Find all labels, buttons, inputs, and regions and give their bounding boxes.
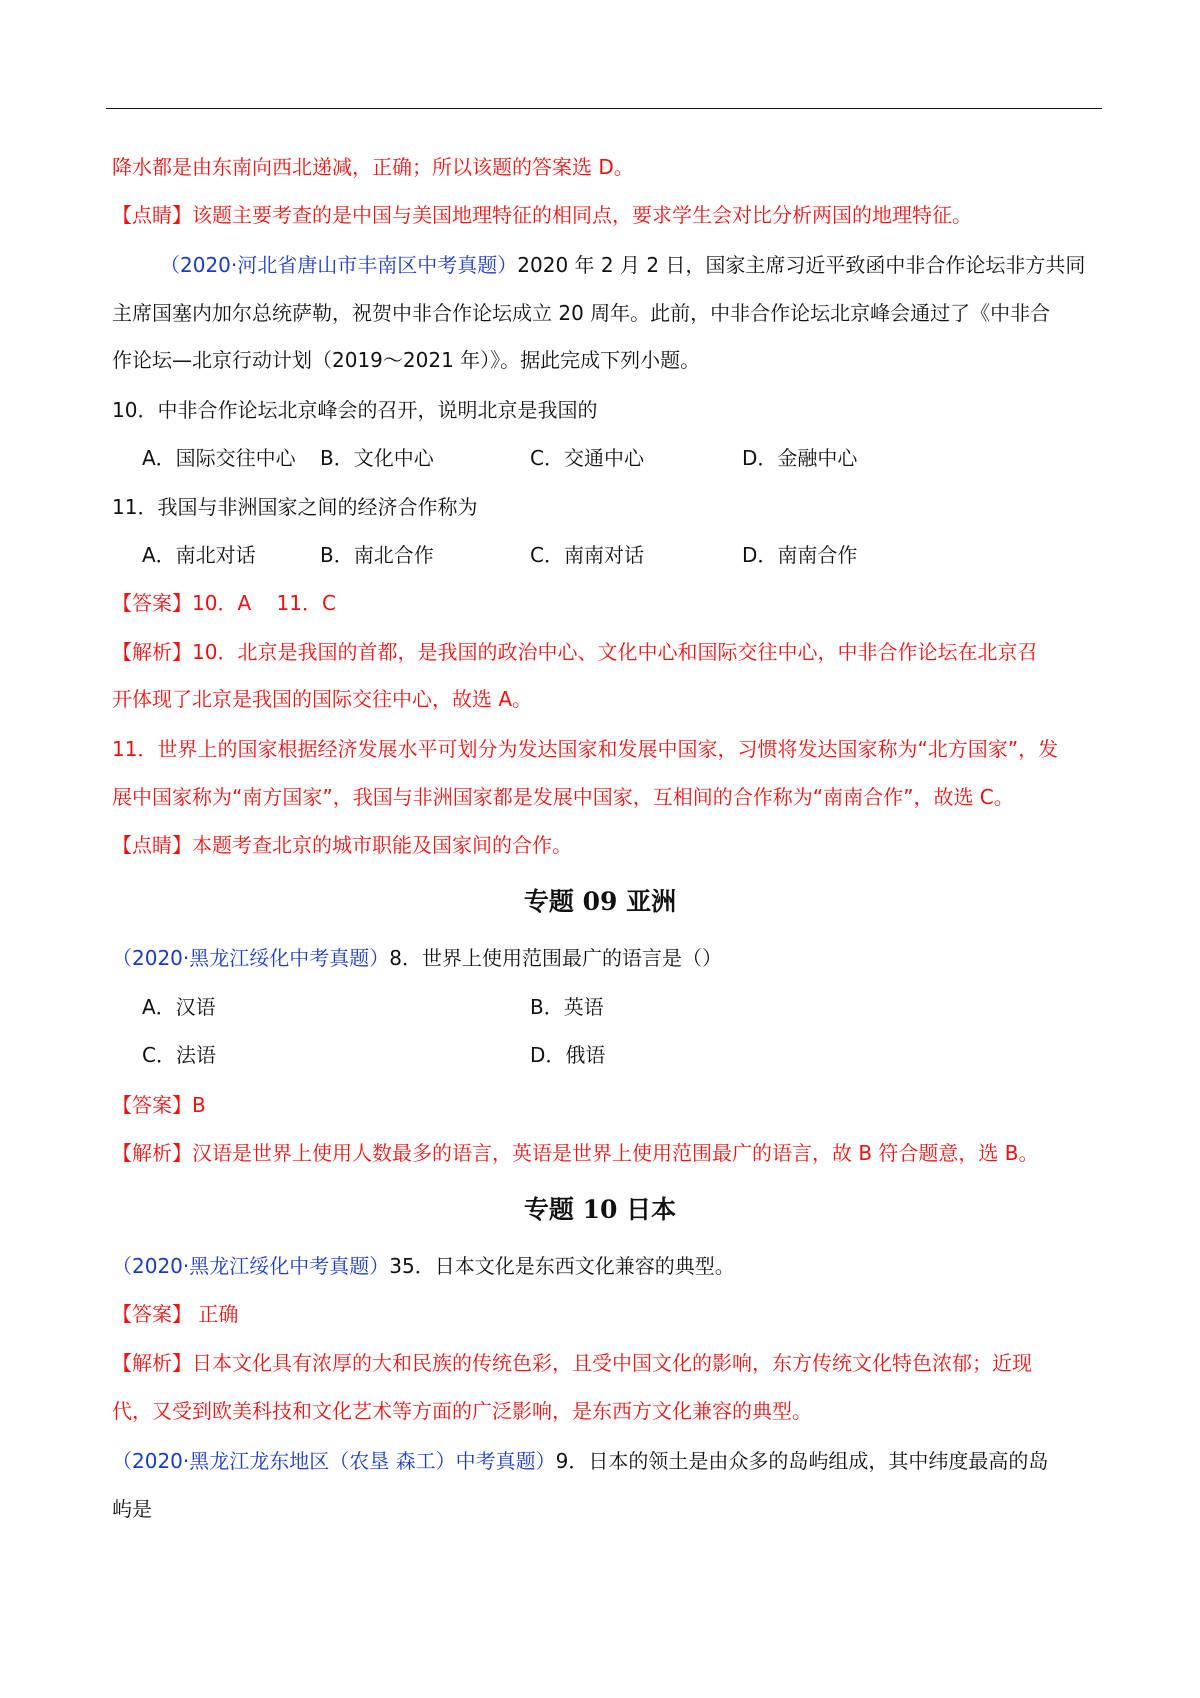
analysis-8 [112,1138,1039,1168]
analysis-text: 10．北京是我国的首都，是我国的政治中心、文化中心和国际交往中心，中非合作论坛在北京召 [192,640,1038,664]
analysis-35-line-1 [112,1348,1032,1378]
question-text: 35．日本文化是东西文化兼容的典型。 [389,1254,735,1278]
question-9-stem-cont: 屿是 [112,1497,152,1521]
topic-10-heading: 专题 10 日本 [523,1195,677,1224]
question-source: （2020·黑龙江绥化中考真题） [112,1254,390,1278]
analysis-tag: 【解析】 [112,640,192,664]
question-8-stem [112,943,722,973]
answer-text: 10．A 11．C [192,591,336,615]
analysis-line-3: 11．世界上的国家根据经济发展水平可划分为发达国家和发展中国家，习惯将发达国家称为“北方国家”，发 [112,737,1059,761]
passage-line-2: 主席国塞内加尔总统萨勒，祝贺中非合作论坛成立 20 周年。此前，中非合作论坛北京峰会通过了《中非合 [112,301,1051,325]
q8-option-a: A．汉语 [142,995,216,1019]
question-9-stem [112,1446,1048,1476]
question-source: （2020·黑龙江绥化中考真题） [112,946,390,970]
question-text: 9．日本的领土是由众多的岛屿组成，其中纬度最高的岛 [555,1449,1049,1473]
analysis-tag: 【解析】 [112,1141,192,1165]
pointing-tag: 【点睛】 [112,833,192,857]
answer-tag: 【答案】 [112,1302,192,1326]
answer-8 [112,1090,206,1120]
q10-option-c: C．交通中心 [530,446,644,470]
analysis-text: 日本文化具有浓厚的大和民族的传统色彩，且受中国文化的影响，东方传统文化特色浓郁；近现 [192,1351,1032,1375]
passage-text: 2020 年 2 月 2 日，国家主席习近平致函中非合作论坛非方共同 [517,253,1086,277]
analysis-line-4: 展中国家称为“南方国家”，我国与非洲国家都是发展中国家，互相间的合作称为“南南合作”，故选 C。 [112,785,1014,809]
header-rule [106,108,1102,109]
pointing-note-2 [112,830,572,860]
q10-option-a: A．国际交往中心 [142,446,296,470]
answer-10-11 [112,588,336,618]
q11-option-c: C．南南对话 [530,543,644,567]
q11-option-b: B．南北合作 [320,543,434,567]
answer-35 [112,1299,238,1329]
question-text: 8．世界上使用范围最广的语言是（） [389,946,722,970]
analysis-text: 汉语是世界上使用人数最多的语言，英语是世界上使用范围最广的语言，故 B 符合题意，选 B。 [192,1141,1039,1165]
passage-line-1 [160,250,1085,280]
topic-09-heading: 专题 09 亚洲 [523,887,677,916]
analysis-tag: 【解析】 [112,1351,192,1375]
q10-option-d: D．金融中心 [742,446,858,470]
pointing-tag: 【点睛】 [112,203,192,227]
q8-option-b: B．英语 [530,995,604,1019]
analysis-35-line-2: 代，又受到欧美科技和文化艺术等方面的广泛影响，是东西方文化兼容的典型。 [112,1399,812,1423]
pointing-note [112,200,972,230]
q11-option-a: A．南北对话 [142,543,256,567]
answer-tag: 【答案】 [112,591,192,615]
answer-continuation: 降水都是由东南向西北递减，正确；所以该题的答案选 D。 [112,155,634,179]
answer-text: 正确 [192,1302,239,1326]
q11-option-d: D．南南合作 [742,543,858,567]
answer-tag: 【答案】 [112,1093,192,1117]
question-source: （2020·黑龙江龙东地区（农垦 森工）中考真题） [112,1449,556,1473]
q8-option-c: C．法语 [142,1043,216,1067]
pointing-text: 本题考查北京的城市职能及国家间的合作。 [192,833,572,857]
question-10-stem: 10．中非合作论坛北京峰会的召开，说明北京是我国的 [112,398,598,422]
answer-text: B [192,1093,206,1117]
question-35-stem [112,1251,735,1281]
question-11-stem: 11．我国与非洲国家之间的经济合作称为 [112,495,478,519]
passage-line-3: 作论坛—北京行动计划（2019～2021 年）》。据此完成下列小题。 [112,348,701,372]
question-source: （2020·河北省唐山市丰南区中考真题） [160,253,518,277]
analysis-line-2: 开体现了北京是我国的国际交往中心，故选 A。 [112,687,533,711]
pointing-text: 该题主要考查的是中国与美国地理特征的相同点，要求学生会对比分析两国的地理特征。 [192,203,972,227]
q10-option-b: B．文化中心 [320,446,434,470]
q8-option-d: D．俄语 [530,1043,606,1067]
analysis-line-1 [112,637,1037,667]
